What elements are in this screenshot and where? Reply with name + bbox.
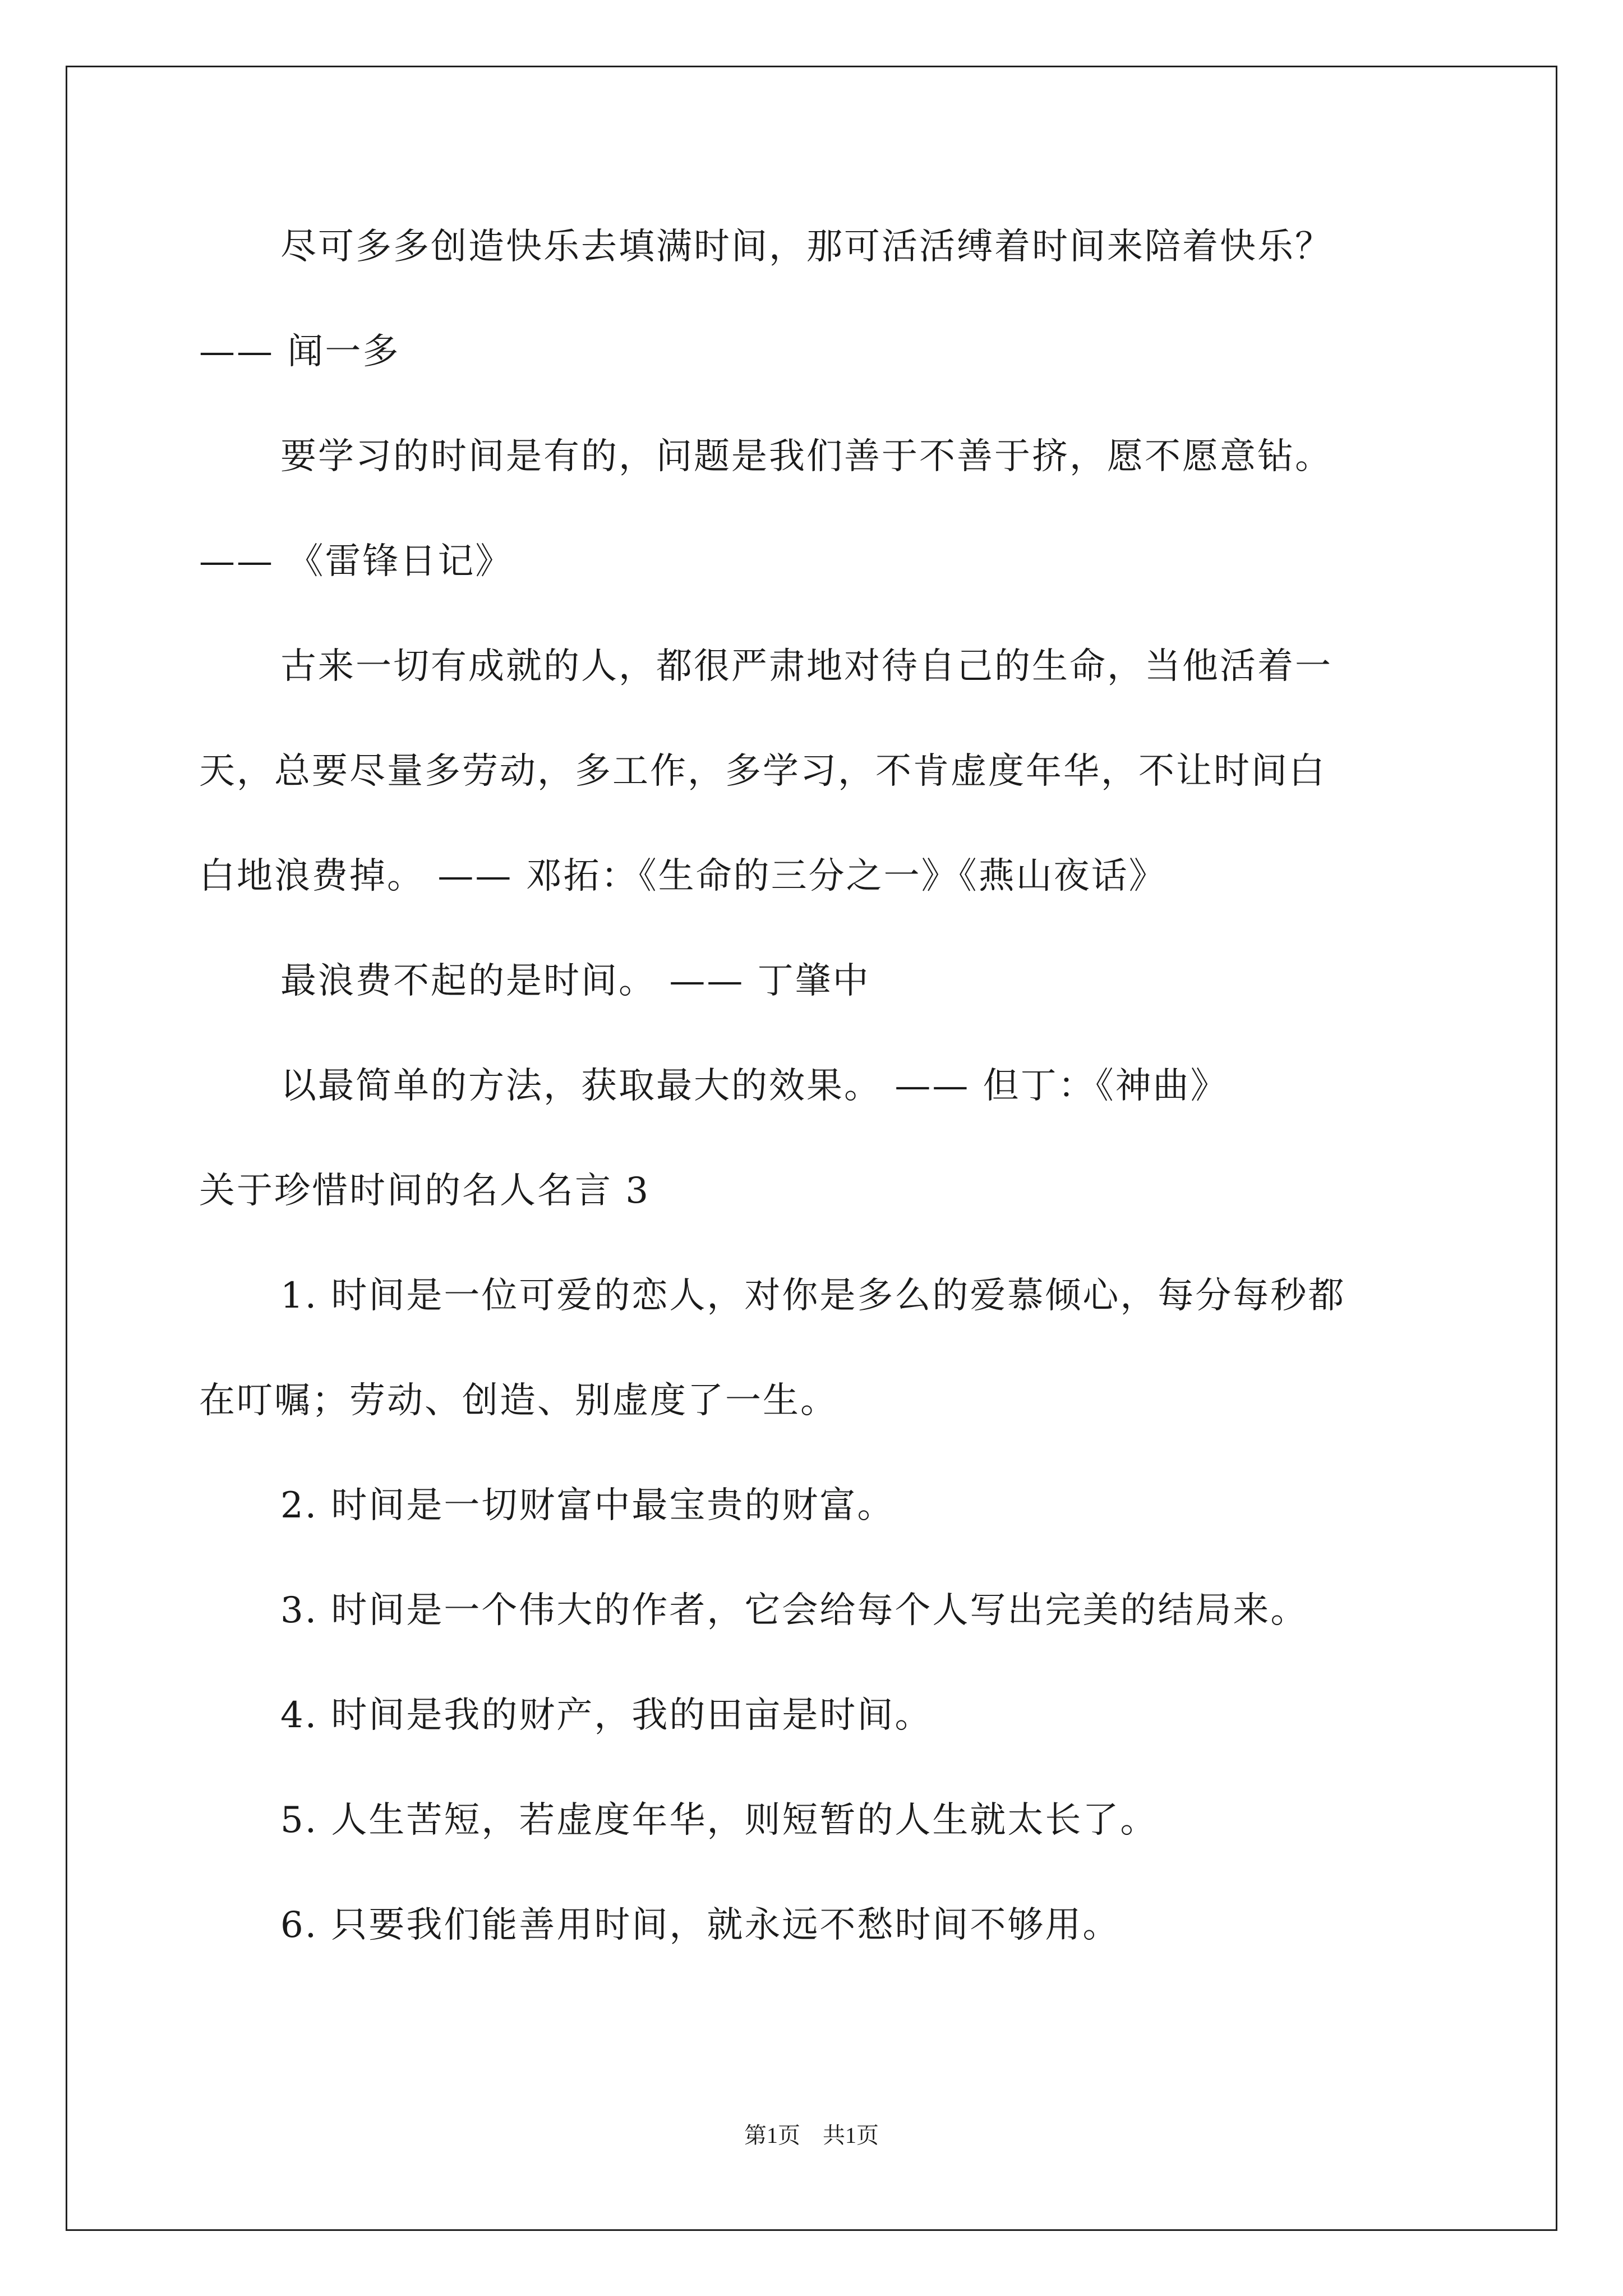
list-item: 6. 只要我们能善用时间，就永远不愁时间不够用。: [280, 1904, 1121, 1946]
list-item: 1. 时间是一位可爱的恋人，对你是多么的爱慕倾心，每分每秒都: [280, 1275, 1346, 1317]
attribution-line: —— 《雷锋日记》: [199, 541, 513, 582]
quote-line: 古来一切有成就的人，都很严肃地对待自己的生命，当他活着一: [280, 646, 1332, 687]
list-item: 2. 时间是一切财富中最宝贵的财富。: [280, 1485, 895, 1526]
list-item: 4. 时间是我的财产，我的田亩是时间。: [280, 1695, 933, 1736]
list-item: 3. 时间是一个伟大的作者，它会给每个人写出完美的结局来。: [280, 1590, 1308, 1631]
section-heading: 关于珍惜时间的名人名言 3: [199, 1170, 651, 1212]
quote-line: 要学习的时间是有的，问题是我们善于不善于挤，愿不愿意钻。: [280, 436, 1332, 477]
list-item: 5. 人生苦短，若虚度年华，则短暂的人生就太长了。: [280, 1800, 1158, 1841]
attribution-line: —— 闻一多: [199, 331, 400, 372]
page-number-footer: 第1页 共1页: [744, 2123, 879, 2148]
quote-line: 天，总要尽量多劳动，多工作，多学习，不肯虚度年华，不让时间白: [199, 751, 1326, 792]
list-item-continuation: 在叮嘱；劳动、创造、别虚度了一生。: [199, 1380, 838, 1421]
quote-line: 尽可多多创造快乐去填满时间，那可活活缚着时间来陪着快乐？: [280, 226, 1332, 268]
quote-line: 白地浪费掉。 —— 邓拓：《生命的三分之一》《燕山夜话》: [199, 855, 1166, 897]
quote-line: 以最简单的方法，获取最大的效果。 —— 但丁：《神曲》: [280, 1065, 1228, 1107]
quote-line: 最浪费不起的是时间。 —— 丁肇中: [280, 960, 870, 1002]
